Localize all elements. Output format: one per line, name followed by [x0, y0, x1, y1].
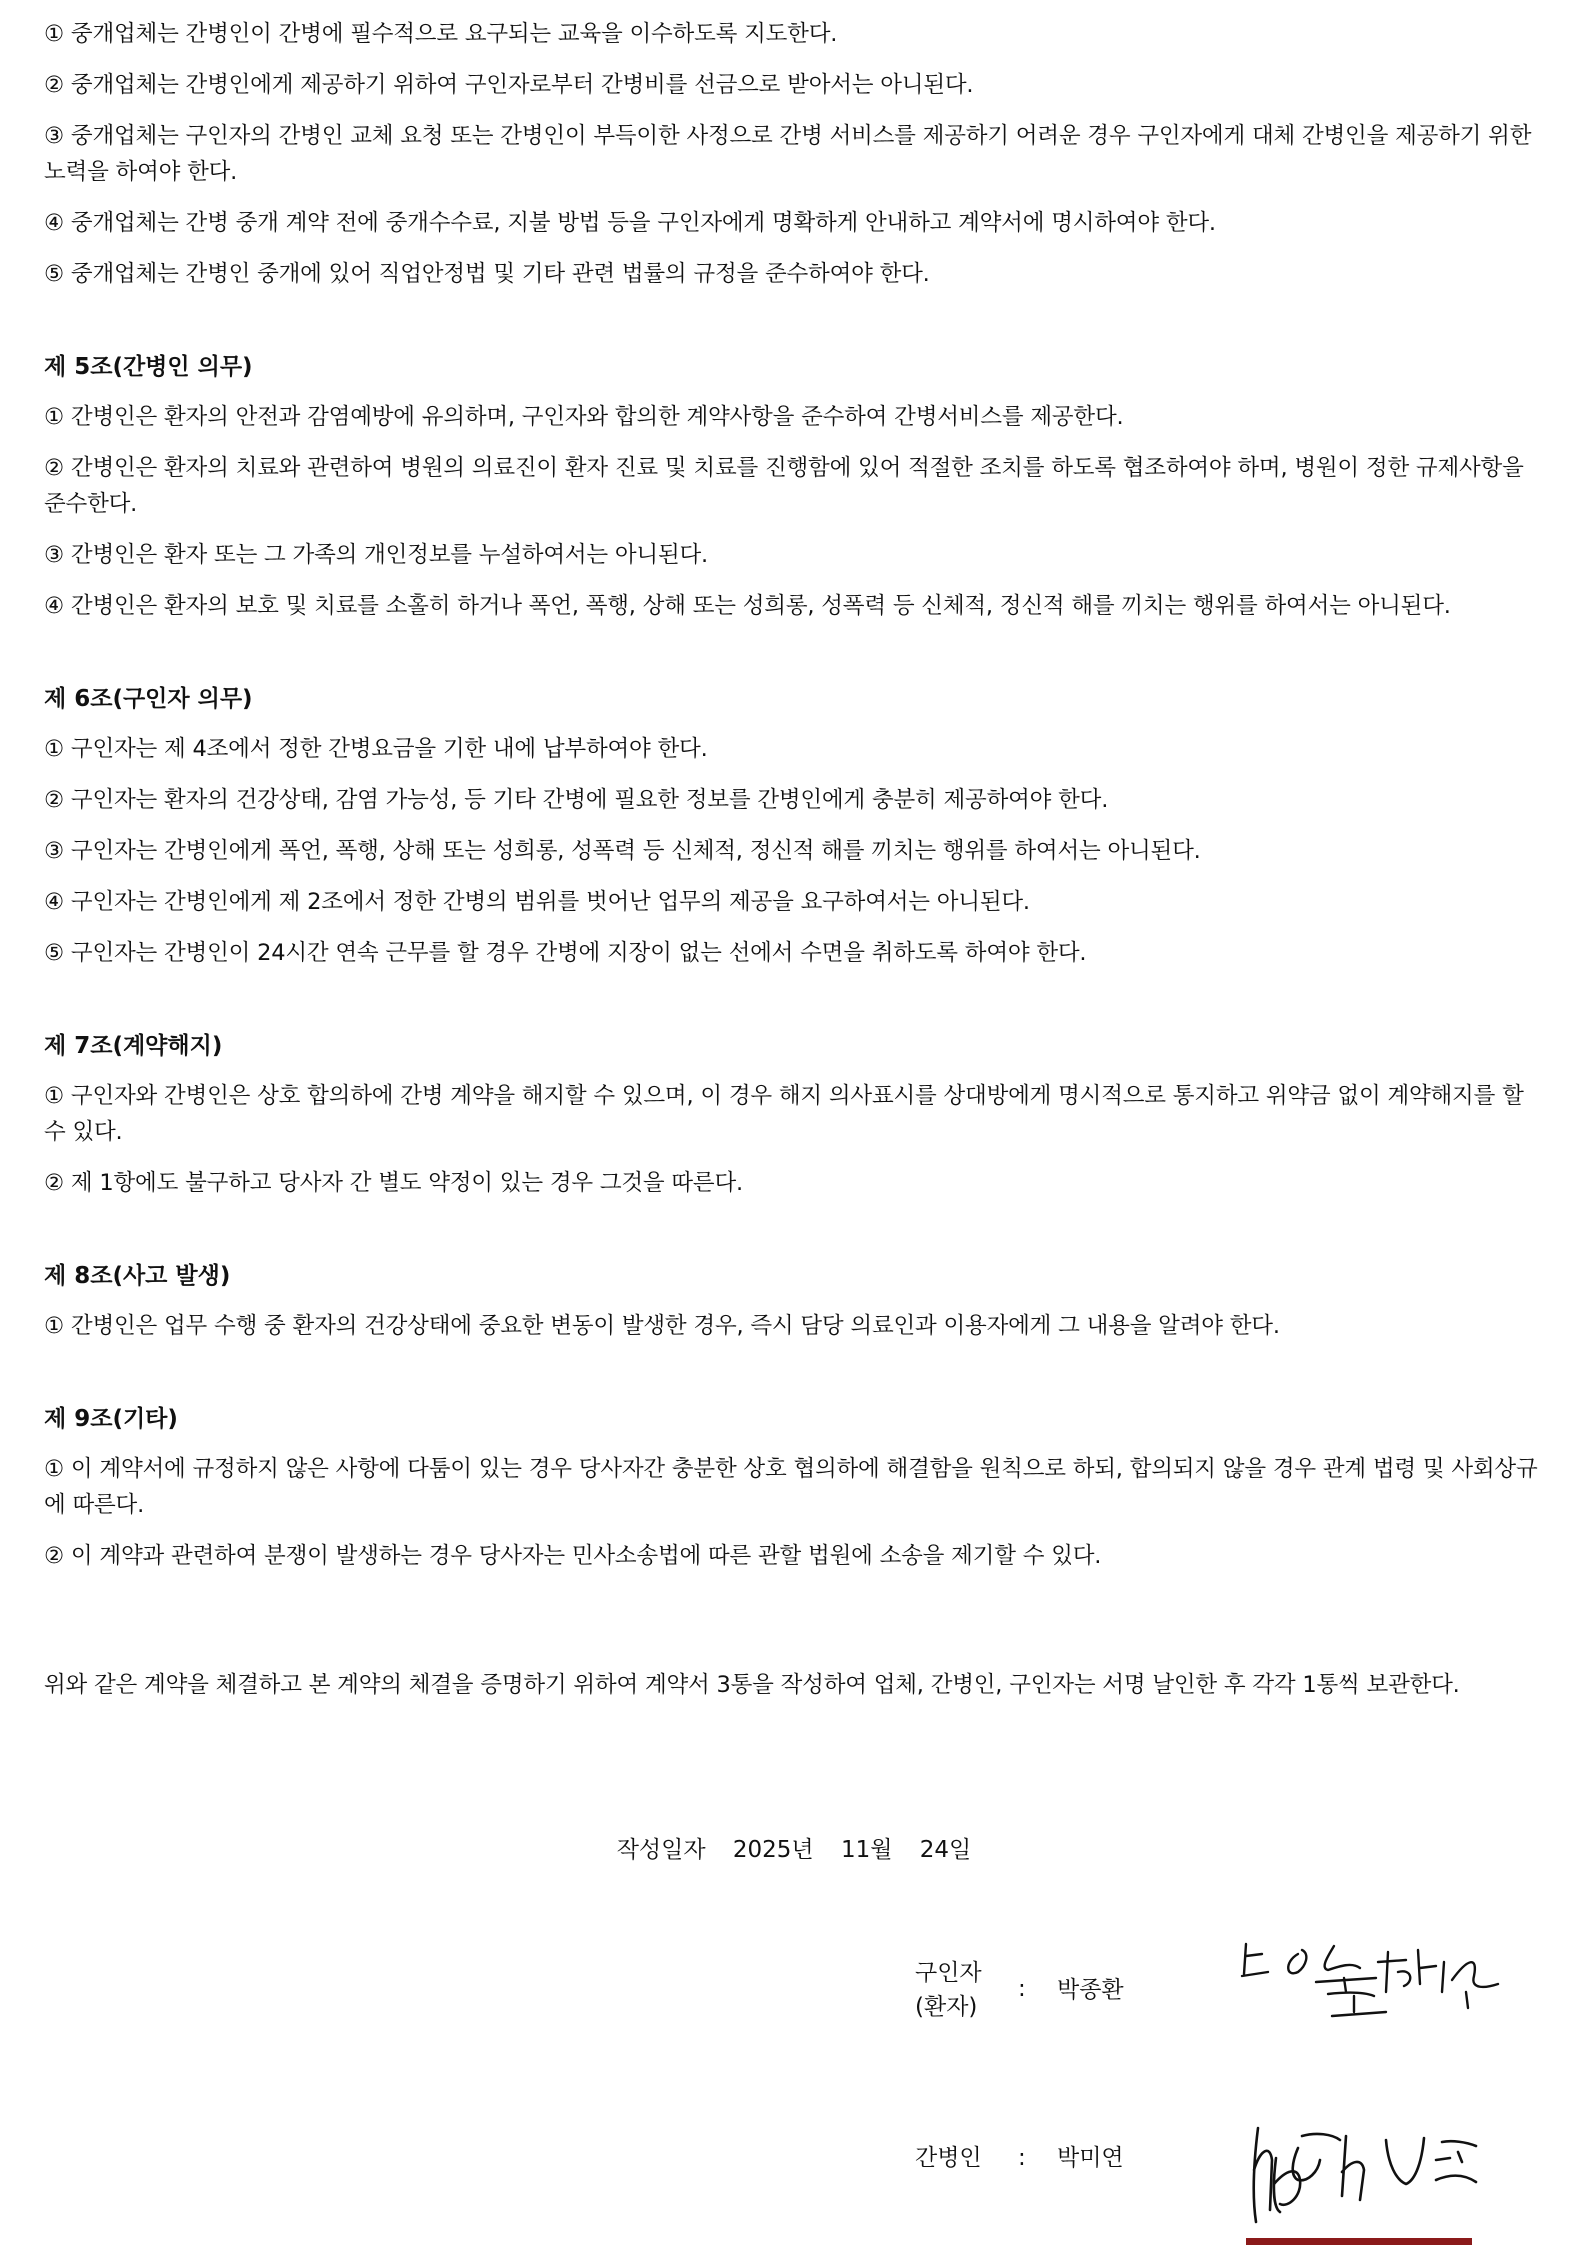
article6-heading: 제 6조(구인자 의무)	[44, 686, 253, 712]
stamp-edge	[1246, 2238, 1472, 2245]
client-signature	[1236, 1932, 1546, 2062]
article7-item-1: ① 구인자와 간병인은 상호 합의하에 간병 계약을 해지할 수 있으며, 이 경우 해지 의사표시를 상대방에게 명시적으로 통지하고 위약금 없이 계약해지를 할 수 있다.	[44, 1083, 1524, 1145]
article9-item-1: ① 이 계약서에 규정하지 않은 사항에 다툼이 있는 경우 당사자간 충분한 상호 협의하에 해결함을 원칙으로 하되, 합의되지 않을 경우 관계 법령 및 사회상규에 따른다.	[44, 1456, 1538, 1518]
article4-items	[44, 16, 1550, 292]
date-label: 작성일자	[616, 1837, 706, 1863]
article5-item-2: ② 간병인은 환자의 치료와 관련하여 병원의 의료진이 환자 진료 및 치료를 진행함에 있어 적절한 조치를 하도록 협조하여야 하며, 병원이 정한 규제사항을 준수한다.	[44, 455, 1524, 517]
article4-item-1: ① 중개업체는 간병인이 간병에 필수적으로 요구되는 교육을 이수하도록 지도한다.	[44, 21, 838, 47]
date-day: 24일	[919, 1837, 972, 1863]
article5-item-1: ① 간병인은 환자의 안전과 감염예방에 유의하며, 구인자와 합의한 계약사항을 준수하여 간병서비스를 제공한다.	[44, 404, 1124, 430]
article4-item-4: ④ 중개업체는 간병 중개 계약 전에 중개수수료, 지불 방법 등을 구인자에게 명확하게 안내하고 계약서에 명시하여야 한다.	[44, 210, 1216, 236]
date-month: 11월	[840, 1837, 893, 1863]
article9-item-2: ② 이 계약과 관련하여 분쟁이 발생하는 경우 당사자는 민사소송법에 따른 관할 법원에 소송을 제기할 수 있다.	[44, 1543, 1102, 1569]
article4-item-5: ⑤ 중개업체는 간병인 중개에 있어 직업안정법 및 기타 관련 법률의 규정을 준수하여야 한다.	[44, 261, 930, 287]
article4-item-3: ③ 중개업체는 구인자의 간병인 교체 요청 또는 간병인이 부득이한 사정으로 간병 서비스를 제공하기 어려운 경우 구인자에게 대체 간병인을 제공하기 위한 노력을 하여야 한다.	[44, 123, 1532, 185]
caregiver-name: 박미연	[1057, 2145, 1124, 2171]
article5-section	[44, 349, 1550, 624]
caregiver-colon: :	[1018, 2145, 1026, 2171]
article8-item-1: ① 간병인은 업무 수행 중 환자의 건강상태에 중요한 변동이 발생한 경우, 즉시 담당 의료인과 이용자에게 그 내용을 알려야 한다.	[44, 1313, 1280, 1339]
client-colon: :	[1018, 1976, 1026, 2002]
article7-heading: 제 7조(계약해지)	[44, 1033, 223, 1059]
article5-heading: 제 5조(간병인 의무)	[44, 354, 253, 380]
client-label-line2: (환자)	[915, 1994, 978, 2020]
article8-section	[44, 1258, 1550, 1344]
article6-item-3: ③ 구인자는 간병인에게 폭언, 폭행, 상해 또는 성희롱, 성폭력 등 신체적, 정신적 해를 끼치는 행위를 하여서는 아니된다.	[44, 838, 1201, 864]
article7-section	[44, 1028, 1550, 1201]
article7-item-2: ② 제 1항에도 불구하고 당사자 간 별도 약정이 있는 경우 그것을 따른다.	[44, 1170, 743, 1196]
client-label	[915, 1956, 982, 2024]
closing-statement: 위와 같은 계약을 체결하고 본 계약의 체결을 증명하기 위하여 계약서 3통을 작성하여 업체, 간병인, 구인자는 서명 날인한 후 각각 1통씩 보관한다.	[44, 1672, 1460, 1698]
client-label-line1: 구인자	[915, 1960, 982, 1986]
caregiver-signature	[1236, 2100, 1536, 2240]
client-name: 박종환	[1057, 1977, 1124, 2003]
article6-item-4: ④ 구인자는 간병인에게 제 2조에서 정한 간병의 범위를 벗어난 업무의 제공을 요구하여서는 아니된다.	[44, 889, 1030, 915]
article6-item-5: ⑤ 구인자는 간병인이 24시간 연속 근무를 할 경우 간병에 지장이 없는 선에서 수면을 취하도록 하여야 한다.	[44, 940, 1087, 966]
article6-item-1: ① 구인자는 제 4조에서 정한 간병요금을 기한 내에 납부하여야 한다.	[44, 736, 708, 762]
article9-section	[44, 1401, 1550, 1574]
article5-item-4: ④ 간병인은 환자의 보호 및 치료를 소홀히 하거나 폭언, 폭행, 상해 또는 성희롱, 성폭력 등 신체적, 정신적 해를 끼치는 행위를 하여서는 아니된다.	[44, 593, 1451, 619]
date-year: 2025년	[732, 1837, 814, 1863]
article4-item-2: ② 중개업체는 간병인에게 제공하기 위하여 구인자로부터 간병비를 선금으로 받아서는 아니된다.	[44, 72, 974, 98]
article6-item-2: ② 구인자는 환자의 건강상태, 감염 가능성, 등 기타 간병에 필요한 정보를 간병인에게 충분히 제공하여야 한다.	[44, 787, 1109, 813]
caregiver-label: 간병인	[915, 2145, 982, 2171]
contract-document	[44, 16, 1550, 1718]
contract-date	[0, 1832, 1588, 1868]
article8-heading: 제 8조(사고 발생)	[44, 1263, 231, 1289]
article9-heading: 제 9조(기타)	[44, 1406, 178, 1432]
article5-item-3: ③ 간병인은 환자 또는 그 가족의 개인정보를 누설하여서는 아니된다.	[44, 542, 708, 568]
article6-section	[44, 681, 1550, 971]
